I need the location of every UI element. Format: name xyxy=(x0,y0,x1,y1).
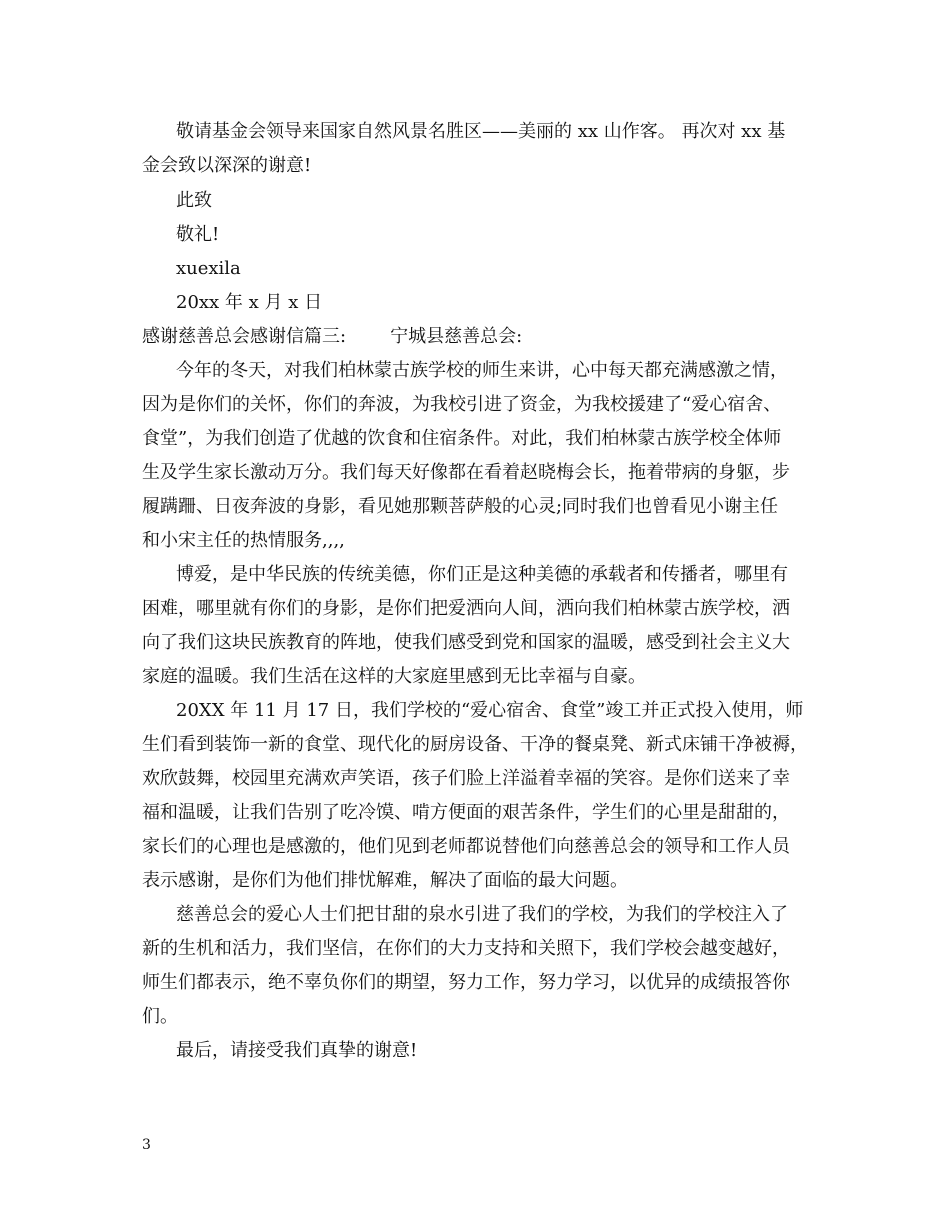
section-title: 感谢慈善总会感谢信篇三: xyxy=(142,326,347,347)
paragraph-line: 新的生机和活力，我们坚信，在你们的大力支持和关照下，我们学校会越变越好， xyxy=(142,938,790,959)
paragraph-line: 困难，哪里就有你们的身影，是你们把爱洒向人间，洒向我们柏林蒙古族学校，洒 xyxy=(142,598,790,619)
paragraph-line: 表示感谢，是你们为他们排忧解难，解决了面临的最大问题。 xyxy=(142,870,628,891)
paragraph-line: 福和温暖，让我们告别了吃冷馍、啃方便面的艰苦条件，学生们的心里是甜甜的， xyxy=(142,802,790,823)
paragraph-line: 今年的冬天，对我们柏林蒙古族学校的师生来讲，心中每天都充满感激之情， xyxy=(176,360,788,381)
paragraph-line: 慈善总会的爱心人士们把甘甜的泉水引进了我们的学校，为我们的学校注入了 xyxy=(176,904,788,925)
signature: xuexila xyxy=(176,258,241,279)
paragraph-line: 欢欣鼓舞，校园里充满欢声笑语，孩子们脸上洋溢着幸福的笑容。是你们送来了幸 xyxy=(142,768,790,789)
paragraph-line: 因为是你们的关怀，你们的奔波，为我校引进了资金，为我校援建了“爱心宿舍、 xyxy=(142,394,782,415)
paragraph-line: 师生们都表示，绝不辜负你们的期望，努力工作，努力学习，以优异的成绩报答你 xyxy=(142,972,790,993)
paragraph-line: 食堂”，为我们创造了优越的饮食和住宿条件。对此，我们柏林蒙古族学校全体师 xyxy=(142,428,782,449)
section-heading xyxy=(142,324,832,350)
paragraph-line: 生及学生家长激动万分。我们每天好像都在看着赵晓梅会长，拖着带病的身躯，步 xyxy=(142,462,790,483)
closing-paragraph-line: 金会致以深深的谢意! xyxy=(142,155,312,176)
paragraph-line: 和小宋主任的热情服务,,,, xyxy=(142,530,345,551)
paragraph-line: 们。 xyxy=(142,1006,178,1027)
page-number: 3 xyxy=(142,1137,151,1153)
letter-date: 20xx 年 x 月 x 日 xyxy=(176,292,323,313)
letter-recipient: 宁城县慈善总会: xyxy=(390,326,523,347)
paragraph-line: 家庭的温暖。我们生活在这样的大家庭里感到无比幸福与自豪。 xyxy=(142,666,646,687)
paragraph-line: 向了我们这块民族教育的阵地，使我们感受到党和国家的温暖，感受到社会主义大 xyxy=(142,632,790,653)
salutation-line: 敬礼! xyxy=(176,224,220,245)
paragraph-line: 最后，请接受我们真挚的谢意! xyxy=(176,1040,418,1061)
paragraph-line: 博爱，是中华民族的传统美德，你们正是这种美德的承载者和传播者，哪里有 xyxy=(176,564,788,585)
closing-paragraph-line: 敬请基金会领导来国家自然风景名胜区——美丽的 xx 山作客。 再次对 xx 基 xyxy=(176,121,786,142)
paragraph-line: 履蹒跚、日夜奔波的身影，看见她那颗菩萨般的心灵;同时我们也曾看见小谢主任 xyxy=(142,496,779,517)
paragraph-line: 20XX 年 11 月 17 日，我们学校的“爱心宿舍、食堂”竣工并正式投入使用，师 xyxy=(176,700,804,721)
salutation-line: 此致 xyxy=(176,190,212,211)
paragraph-line: 家长们的心理也是感激的，他们见到老师都说替他们向慈善总会的领导和工作人员 xyxy=(142,836,790,857)
paragraph-line: 生们看到装饰一新的食堂、现代化的厨房设备、干净的餐桌凳、新式床铺干净被褥， xyxy=(142,734,808,755)
